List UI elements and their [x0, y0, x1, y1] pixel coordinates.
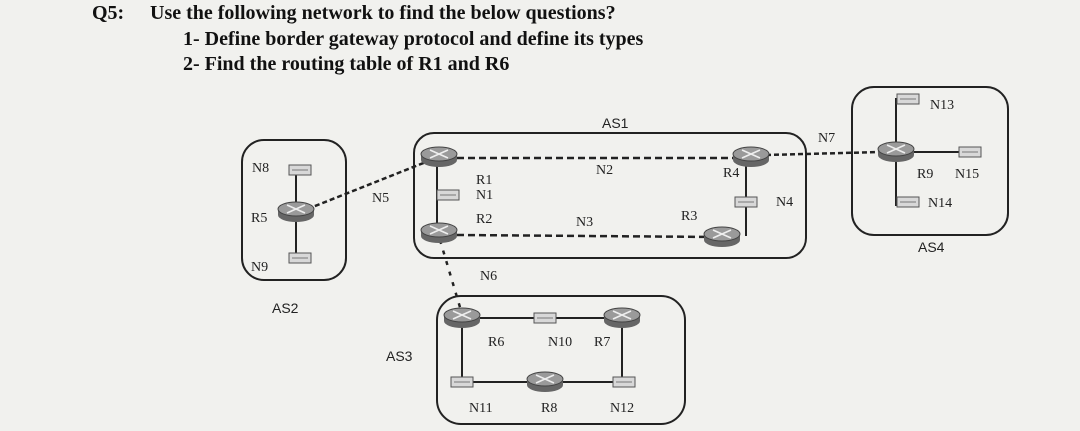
label-n12: N12 [610, 401, 635, 416]
label-as1: AS1 [602, 115, 629, 131]
label-as2: AS2 [272, 300, 299, 316]
switch-n11 [451, 377, 473, 387]
label-r4: R4 [723, 166, 740, 181]
switch-n4 [735, 197, 757, 207]
switch-n14 [897, 197, 919, 207]
label-n9: N9 [251, 260, 269, 275]
label-n5: N5 [372, 191, 390, 206]
link-r2-r3 [457, 235, 718, 237]
label-n15: N15 [955, 167, 980, 182]
switch-n1 [437, 190, 459, 200]
label-r9: R9 [917, 167, 934, 182]
label-r7: R7 [594, 335, 611, 350]
label-r6: R6 [488, 335, 505, 350]
label-r1: R1 [476, 173, 493, 188]
switch-n15 [959, 147, 981, 157]
router-r5 [278, 202, 314, 222]
question-item-1: 1- Define border gateway protocol and define its types [183, 28, 644, 50]
label-n4: N4 [776, 195, 794, 210]
switch-n8 [289, 165, 311, 175]
router-r2 [421, 223, 457, 243]
label-n6: N6 [480, 269, 498, 284]
label-n13: N13 [930, 98, 955, 113]
label-n1: N1 [476, 188, 494, 203]
label-n10: N10 [548, 335, 573, 350]
label-n7: N7 [818, 131, 836, 146]
router-r7 [604, 308, 640, 328]
label-n3: N3 [576, 215, 594, 230]
label-r2: R2 [476, 212, 493, 227]
label-n14: N14 [928, 196, 953, 211]
label-as4: AS4 [918, 239, 945, 255]
router-r8 [527, 372, 563, 392]
question-number: Q5: [92, 2, 125, 24]
label-as3: AS3 [386, 348, 413, 364]
switch-n13 [897, 94, 919, 104]
link-r5-r1 [300, 158, 436, 212]
question-item-2: 2- Find the routing table of R1 and R6 [183, 53, 510, 75]
label-n8: N8 [252, 161, 270, 176]
question-instruction: Use the following network to find the below questions? [150, 2, 616, 24]
label-r8: R8 [541, 401, 558, 416]
router-r1 [421, 147, 457, 167]
label-n2: N2 [596, 163, 614, 178]
router-r6 [444, 308, 480, 328]
switch-n10 [534, 313, 556, 323]
label-r3: R3 [681, 209, 698, 224]
switch-n9 [289, 253, 311, 263]
label-r5: R5 [251, 211, 268, 226]
switch-n12 [613, 377, 635, 387]
router-r3 [704, 227, 740, 247]
link-r4-r9 [766, 152, 882, 155]
router-r9 [878, 142, 914, 162]
label-n11: N11 [469, 401, 493, 416]
router-r4 [733, 147, 769, 167]
